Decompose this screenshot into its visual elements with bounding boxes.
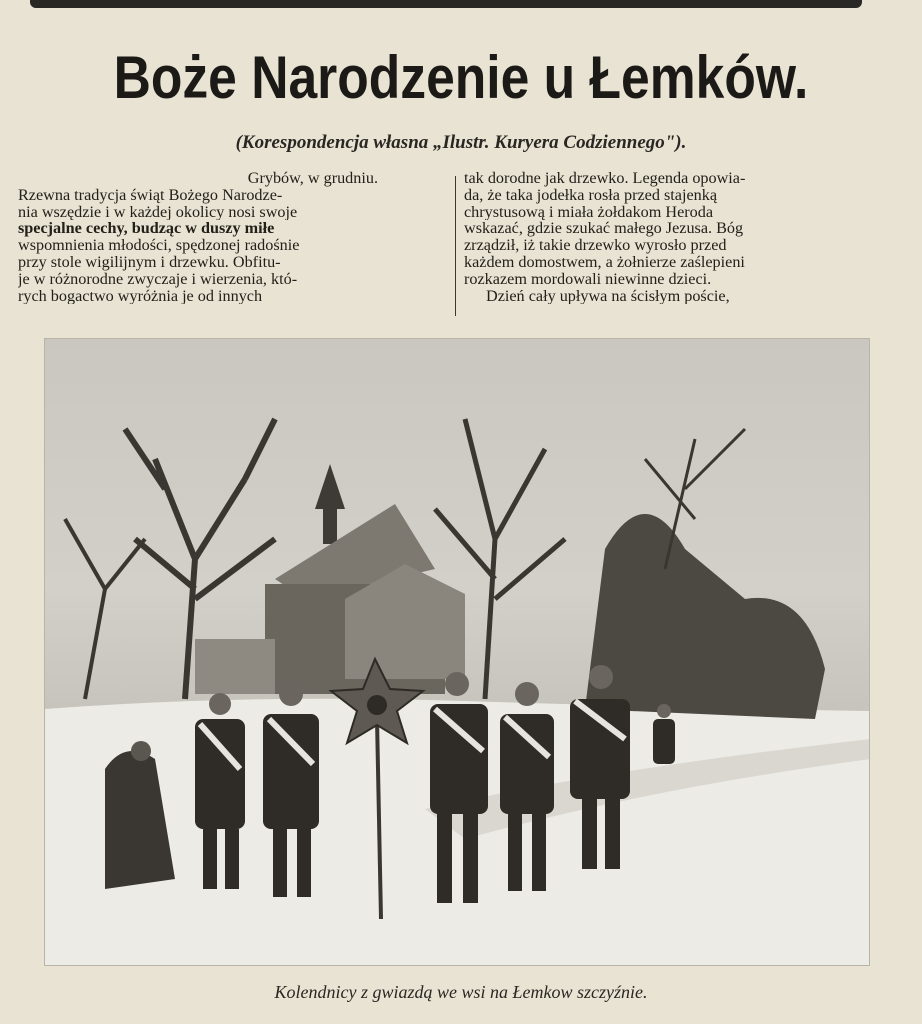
photo-caption: Kolendnicy z gwiazdą we wsi na Łemkow szczyźnie. bbox=[274, 982, 648, 1002]
text-line: Dzień cały upływa na ścisłym poście, bbox=[486, 287, 730, 305]
text-line: każdem domostwem, a żołnierze zaślepieni bbox=[464, 253, 745, 271]
text-line: tak dorodne jak drzewko. Legenda opowia- bbox=[464, 170, 746, 187]
text-line: Rzewna tradycja świąt Bożego Narodze- bbox=[18, 186, 283, 204]
text-line: specjalne cechy, budząc w duszy miłe bbox=[18, 220, 275, 238]
text-line: rozkazem mordowali niewinne dzieci. bbox=[464, 270, 712, 288]
text-line: je w różnorodne zwyczaje i wierzenia, któ- bbox=[18, 270, 298, 288]
text-line: przy stole wigilijnym i drzewku. Obfitu- bbox=[18, 253, 281, 271]
photo-carolers-with-star bbox=[44, 338, 870, 966]
text-line: nia wszędzie i w każdej okolicy nosi swoje bbox=[18, 203, 298, 221]
headline: Boże Narodzenie u Łemków. bbox=[113, 44, 809, 111]
subheadline: (Korespondencja własna „Ilustr. Kuryera Codziennego"). bbox=[235, 132, 687, 153]
text-line: chrystusową i miała żołdakom Heroda bbox=[464, 203, 714, 221]
article-column-left bbox=[18, 170, 448, 322]
top-border-rule bbox=[30, 0, 862, 8]
column-divider bbox=[455, 176, 456, 316]
photo-illustration bbox=[45, 339, 870, 966]
text-line: zrządził, iż takie drzewko wyrosło przed bbox=[464, 237, 727, 254]
dark-trees-right bbox=[585, 514, 825, 719]
article-column-right bbox=[464, 170, 908, 322]
text-line: wspomnienia młodości, spędzonej radośnie bbox=[18, 237, 300, 254]
dateline: Grybów, w grudniu. bbox=[247, 170, 378, 187]
text-line: wskazać, gdzie szukać małego Jezusa. Bóg bbox=[464, 220, 744, 238]
text-line: rych bogactwo wyróżnia je od innych bbox=[18, 287, 263, 305]
text-line: da, że taka jodełka rosła przed stajenką bbox=[464, 186, 718, 204]
